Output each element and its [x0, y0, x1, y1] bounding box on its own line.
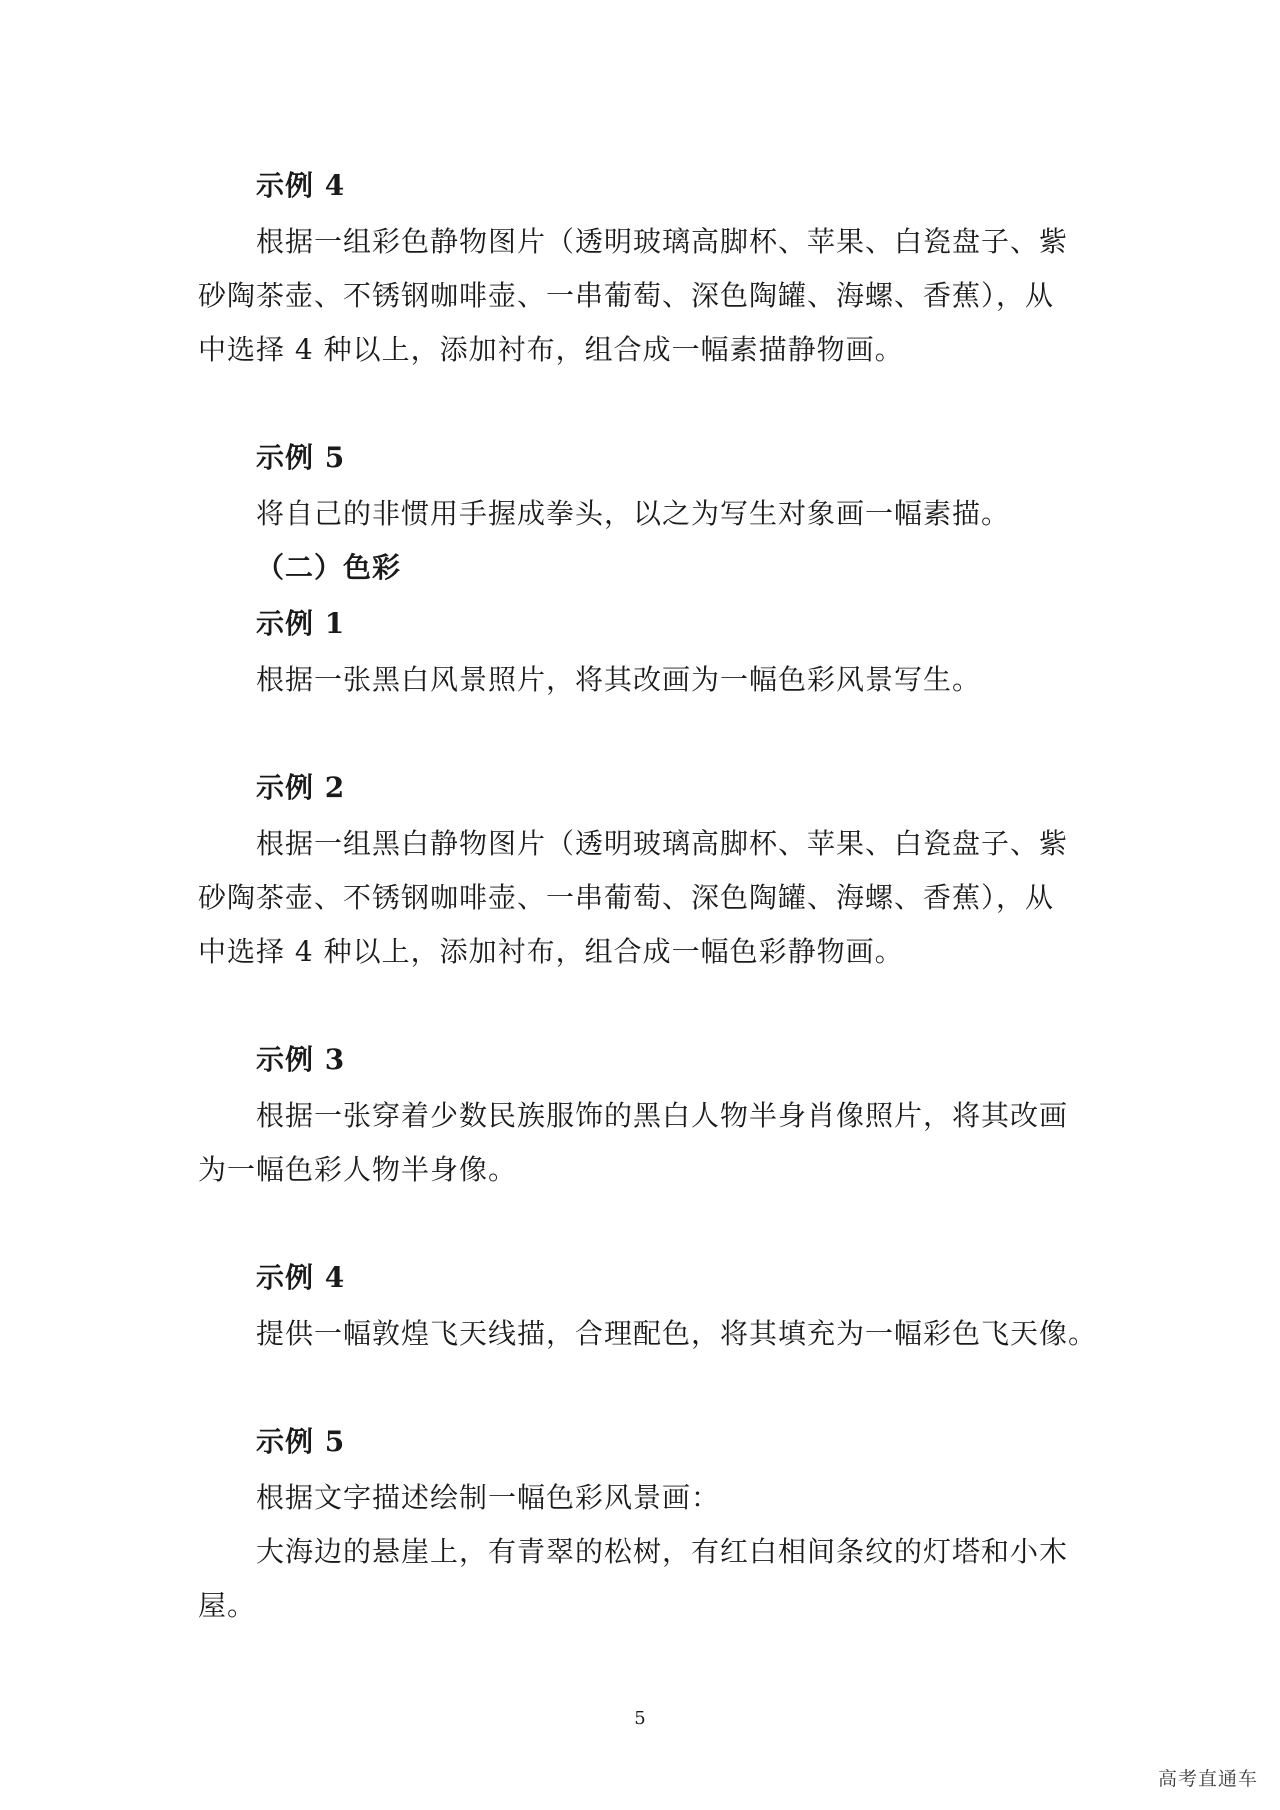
paragraph-line: 砂陶茶壶、不锈钢咖啡壶、一串葡萄、深色陶罐、海螺、香蕉），从: [198, 279, 1055, 312]
example-heading: 示例 4: [256, 169, 346, 202]
paragraph-line: 将自己的非惯用手握成拳头，以之为写生对象画一幅素描。: [256, 497, 1011, 530]
paragraph-line: 根据一组黑白静物图片（透明玻璃高脚杯、苹果、白瓷盘子、紫: [256, 827, 1069, 860]
paragraph-line: 砂陶茶壶、不锈钢咖啡壶、一串葡萄、深色陶罐、海螺、香蕉），从: [198, 881, 1055, 914]
example-heading: 示例 3: [256, 1043, 346, 1076]
paragraph-line: 中选择 4 种以上，添加衬布，组合成一幅素描静物画。: [198, 333, 904, 366]
paragraph-line: 根据文字描述绘制一幅色彩风景画：: [256, 1481, 721, 1514]
paragraph-line: 为一幅色彩人物半身像。: [198, 1153, 518, 1186]
paragraph-line: 根据一组彩色静物图片（透明玻璃高脚杯、苹果、白瓷盘子、紫: [256, 225, 1069, 258]
example-heading: 示例 2: [256, 771, 346, 804]
example-heading: 示例 5: [256, 441, 346, 474]
paragraph-line: 屋。: [198, 1589, 257, 1622]
paragraph-line: 中选择 4 种以上，添加衬布，组合成一幅色彩静物画。: [198, 935, 904, 968]
watermark-text: 高考直通车: [1157, 1768, 1258, 1790]
paragraph-line: 提供一幅敦煌飞天线描，合理配色，将其填充为一幅彩色飞天像。: [256, 1317, 1098, 1350]
paragraph-line: 根据一张穿着少数民族服饰的黑白人物半身肖像照片，将其改画: [256, 1099, 1069, 1132]
example-heading: 示例 5: [256, 1425, 346, 1458]
paragraph-line: 大海边的悬崖上，有青翠的松树，有红白相间条纹的灯塔和小木: [256, 1535, 1069, 1568]
example-heading: 示例 1: [256, 607, 346, 640]
example-heading: 示例 4: [256, 1261, 346, 1294]
page-number: 5: [634, 1708, 646, 1729]
section-title: （二）色彩: [256, 551, 402, 584]
paragraph-line: 根据一张黑白风景照片，将其改画为一幅色彩风景写生。: [256, 663, 982, 696]
